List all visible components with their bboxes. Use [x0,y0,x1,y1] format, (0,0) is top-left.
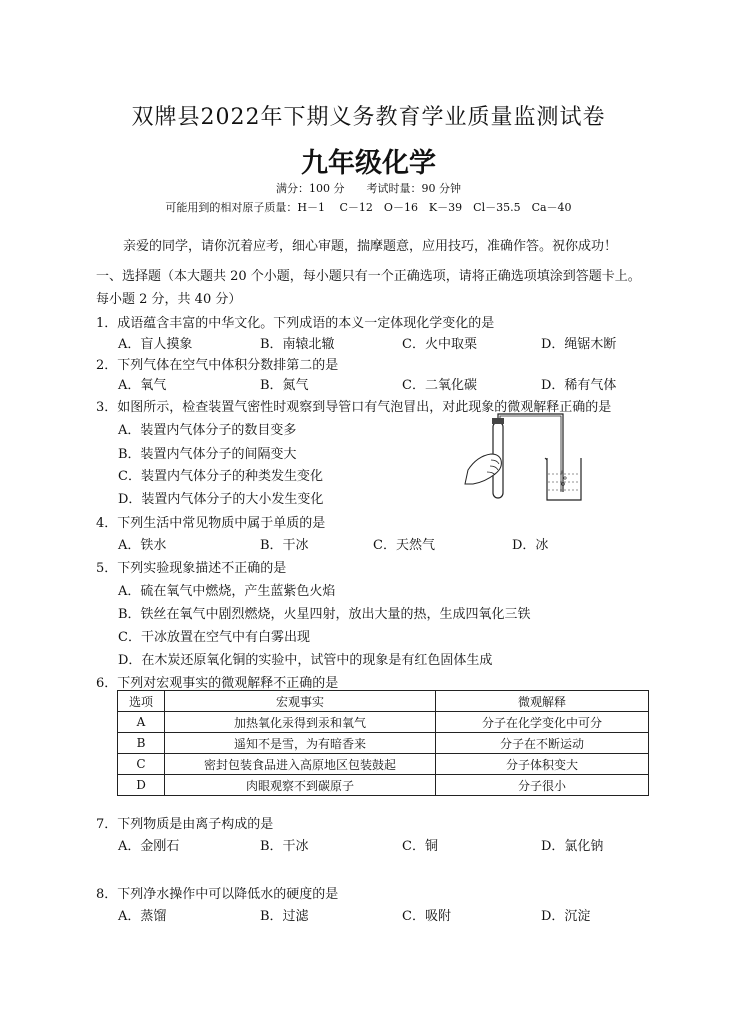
option-c: C．干冰放置在空气中有白雾出现 [118,630,310,645]
option-c: C．天然气 [373,538,435,553]
table-cell: 肉眼观察不到碳原子 [165,775,436,796]
option-b: B．干冰 [260,839,309,854]
option-d: D．氯化钠 [541,839,604,854]
question-stem: 4．下列生活中常见物质中属于单质的是 [96,516,326,531]
option-a: A．氧气 [118,378,167,393]
table-cell: 分子在不断运动 [436,733,649,754]
option-c: C．火中取栗 [402,337,477,352]
table-row [118,733,649,754]
table-row [118,775,649,796]
option-c: C．装置内气体分子的种类发生变化 [118,469,323,484]
table-cell: C [118,754,165,775]
option-c: C．吸附 [402,909,451,924]
option-a: A．蒸馏 [118,909,167,924]
section-heading-cont: 每小题 2 分，共 40 分） [96,292,242,307]
score-time-info: 满分：100 分 考试时量：90 分钟 [276,182,461,195]
table-row [118,712,649,733]
question-stem: 1．成语蕴含丰富的中华文化。下列成语的本义一定体现化学变化的是 [96,316,495,331]
exam-subject: 九年级化学 [301,148,436,179]
option-a: A．硫在氧气中燃烧，产生蓝紫色火焰 [118,584,336,599]
option-b: B．过滤 [260,909,309,924]
option-b: B．干冰 [260,538,309,553]
option-d: D．装置内气体分子的大小发生变化 [118,492,324,507]
question-stem: 7．下列物质是由离子构成的是 [96,817,274,832]
micro-explanation-table [117,690,649,796]
option-d: D．沉淀 [541,909,591,924]
table-cell: 分子很小 [436,775,649,796]
option-c: C．铜 [402,839,438,854]
option-b: B．南辕北辙 [260,337,335,352]
section-heading: 一、选择题（本大题共 20 个小题，每小题只有一个正确选项，请将正确选项填涂到答题卡上。 [96,269,641,284]
table-cell: 分子体积变大 [436,754,649,775]
atomic-masses: 可能用到的相对原子质量：H－1 C－12 O－16 K－39 Cl－35.5 Ca－40 [165,201,572,214]
option-d: D．在木炭还原氧化铜的实验中，试管中的现象是有红色固体生成 [118,653,493,668]
table-cell: 分子在化学变化中可分 [436,712,649,733]
table-cell: 遥知不是雪，为有暗香来 [165,733,436,754]
table-cell: 加热氧化汞得到汞和氧气 [165,712,436,733]
question-stem: 6．下列对宏观事实的微观解释不正确的是 [96,676,339,691]
table-cell: 密封包装食品进入高原地区包装鼓起 [165,754,436,775]
option-b: B．氮气 [260,378,309,393]
option-c: C．二氧化碳 [402,378,477,393]
option-b: B．铁丝在氧气中剧烈燃烧，火星四射，放出大量的热，生成四氧化三铁 [118,607,531,622]
option-a: A．装置内气体分子的数目变多 [118,423,297,438]
question-stem: 2．下列气体在空气中体积分数排第二的是 [96,358,339,373]
greeting-text: 亲爱的同学，请你沉着应考，细心审题，揣摩题意，应用技巧，准确作答。祝你成功！ [123,239,618,254]
table-header-option: 选项 [118,691,165,712]
option-a: A．盲人摸象 [118,337,193,352]
table-cell: B [118,733,165,754]
option-d: D．绳锯木断 [541,337,617,352]
option-d: D．稀有气体 [541,378,617,393]
table-header-macro: 宏观事实 [165,691,436,712]
option-b: B．装置内气体分子的间隔变大 [118,447,297,462]
table-cell: D [118,775,165,796]
option-d: D．冰 [512,538,549,553]
table-header-micro: 微观解释 [436,691,649,712]
table-cell: A [118,712,165,733]
exam-title: 双牌县2022年下期义务教育学业质量监测试卷 [131,105,606,130]
question-stem: 3．如图所示，检查装置气密性时观察到导管口有气泡冒出，对此现象的微观解释正确的是 [96,400,612,415]
option-a: A．铁水 [118,538,167,553]
table-row [118,754,649,775]
option-a: A．金刚石 [118,839,180,854]
airtightness-apparatus-figure [463,412,593,504]
question-stem: 8．下列净水操作中可以降低水的硬度的是 [96,887,339,902]
question-stem: 5．下列实验现象描述不正确的是 [96,561,287,576]
